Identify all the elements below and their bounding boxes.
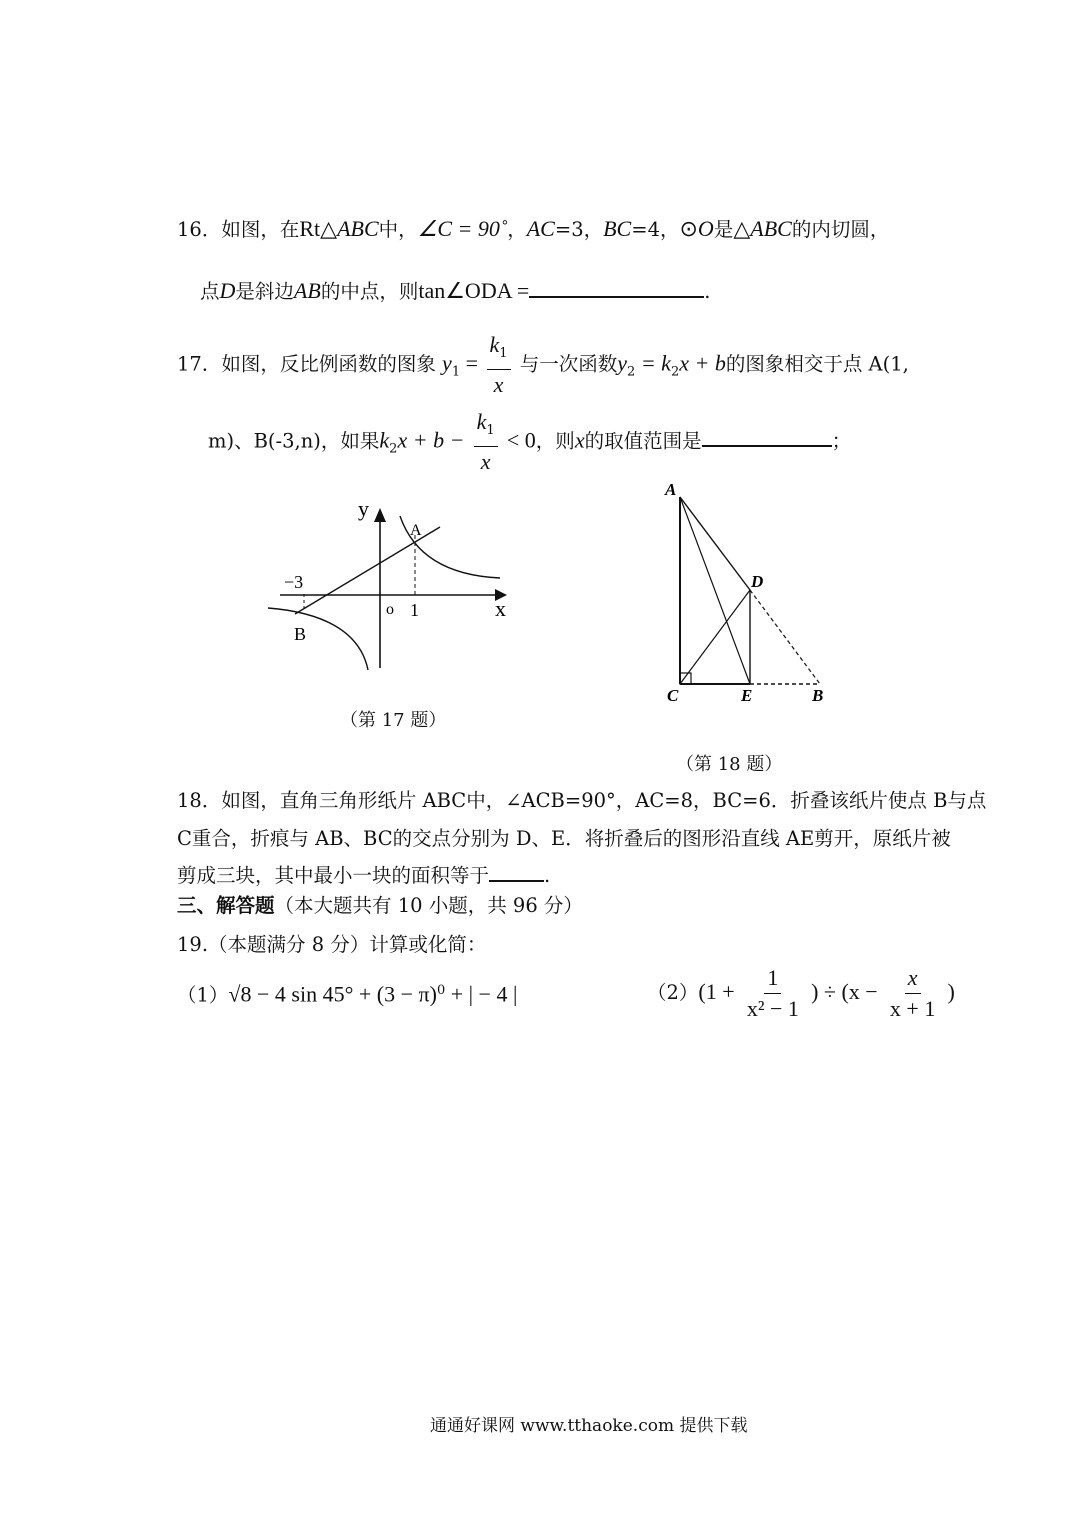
q17-fraction-ineq: $\frac{k_1}{x}$ [474,407,498,477]
q16-answer-blank[interactable] [529,278,704,298]
q17-line1: 17．如图，反比例函数的图象 $y_1$ = $\frac{k_1}{x}$ 与一次函数$y_2 = k_2x + b$的图象相交于点 A(1, [177,330,909,402]
label-e: E [741,686,753,705]
segment-ae [680,497,750,684]
segment-ad [680,497,750,590]
figure-17-graph [260,490,520,680]
page-footer: 通通好课网 www.tthaoke.com 提供下载 [430,1416,748,1436]
tick-label-1: 1 [410,600,419,620]
segment-cd [680,590,750,684]
q17-line2: m)、B(-3,n)，如果$k_2x + b$ − $\frac{k_1}{x}$ < 0，则x的取值范围是 ； [208,407,851,479]
q18-line2: C重合，折痕与 AB、BC的交点分别为 D、E．将折叠后的图形沿直线 AE剪开，原纸片被 [177,827,951,850]
q19-heading: 19.（本题满分 8 分）计算或化简： [177,933,487,956]
label-a: A [665,480,677,499]
q16-line2: 点D是斜边AB的中点，则tan∠ODA = . [200,278,711,303]
origin-label: o [386,601,394,618]
tick-label-neg3: −3 [284,572,304,592]
hyperbola-branch-q3 [268,608,368,670]
q19-part1: （1）√8 − 4 $\sin 45^\circ + (3 - \pi)^0$ + | − 4 | [177,981,518,1007]
q17-fraction-k1-over-x: $\frac{k_1}{x}$ [487,330,511,400]
point-b-label: B [294,624,307,644]
label-c: C [667,686,679,705]
q18-line1: 18．如图，直角三角形纸片 ABC中，∠ACB=90°，AC=8，BC=6．折叠该纸片使点 B与点 [177,789,987,812]
y-axis-label: y [358,496,369,521]
section-3-heading: 三、解答题（本大题共有 10 小题，共 96 分） [177,894,583,917]
point-a-label: A [410,522,422,539]
q18-line3: 剪成三块，其中最小一块的面积等于 . [177,864,551,887]
figure-18-caption: （第 18 题） [676,754,783,775]
q19-part2: （2）(1 + $\frac{1}{\text{x² − 1}}$ ) ÷ (x − $\frac{x}{x + 1}$ ) [647,962,955,1024]
label-b: B [812,686,824,705]
y-axis-arrow-icon [374,508,386,522]
segment-db-dashed [750,590,820,684]
x-axis-label: x [495,596,506,621]
figure-18-triangle [655,475,835,710]
q18-answer-blank[interactable] [489,862,544,882]
q19-fraction-1: $\frac{1}{\text{x² − 1}}$ [746,965,799,1021]
label-d: D [751,572,764,591]
figure-17-caption: （第 17 题） [340,710,447,731]
q16-line1: 16．如图，在Rt△ABC中，∠C = 90˚，AC=3，BC=4，⊙O是△ABC的内切圆， [177,216,890,241]
q17-answer-blank[interactable] [702,427,832,447]
q19-fraction-2: $\frac{x}{x + 1}$ [889,965,936,1021]
